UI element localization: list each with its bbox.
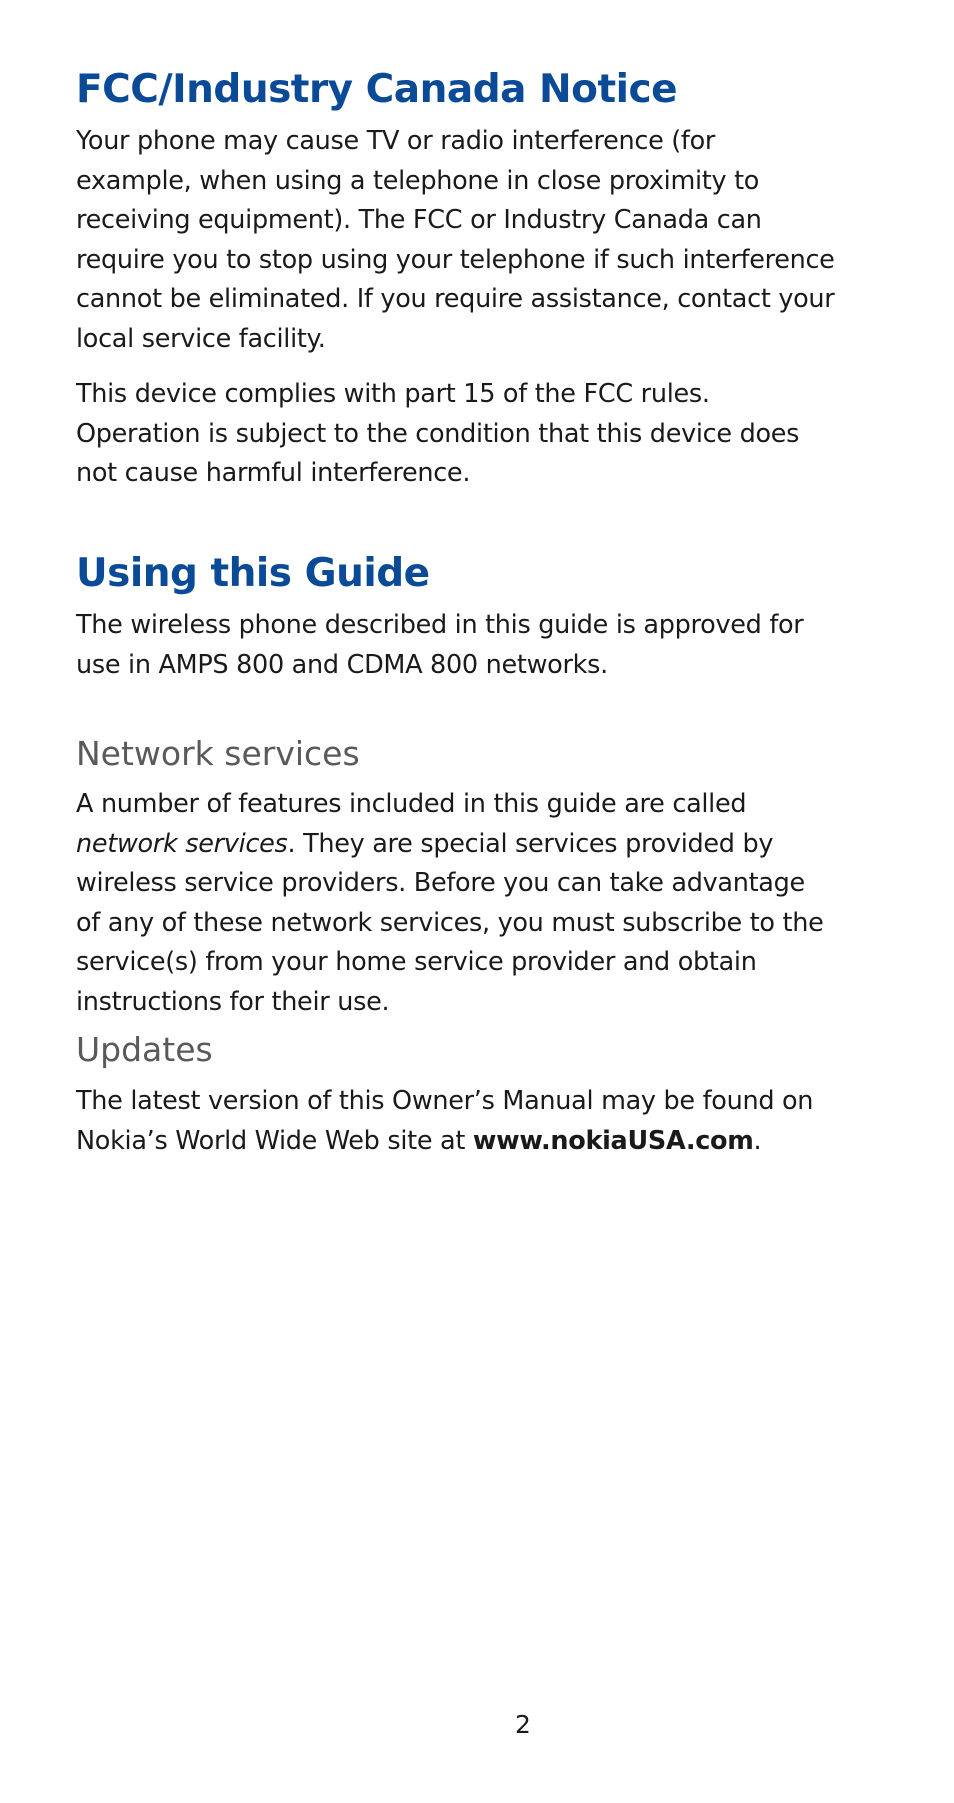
- fcc-notice-heading: FCC/Industry Canada Notice: [76, 67, 678, 112]
- network-services-paragraph: [76, 785, 836, 1022]
- updates-text-after: .: [753, 1125, 762, 1156]
- updates-paragraph: [76, 1082, 836, 1161]
- network-services-heading: Network services: [76, 734, 360, 773]
- fcc-interference-paragraph: Your phone may cause TV or radio interference (for example, when using a telephone in close proximity to receiving equipment). The FCC or Industry Canada can require you to stop using your telephone if such interference cannot be eliminated. If you require assistance, contact your local service facility.: [76, 126, 835, 354]
- network-services-term: network services: [76, 828, 288, 859]
- network-text-before: A number of features included in this guide are called: [76, 789, 747, 819]
- nokia-website-link[interactable]: www.nokiaUSA.com: [472, 1125, 754, 1156]
- page-number: 2: [515, 1710, 531, 1739]
- using-guide-heading: Using this Guide: [76, 551, 430, 596]
- updates-text-before: The latest version of this Owner’s Manual may be found on Nokia’s World Wide Web site at: [76, 1086, 814, 1156]
- network-text-after: . They are special services provided by wireless service providers. Before you can take advantage of any of these network services, you must subscribe to the service(s) from your home service provider and obtain instructions for their use.: [76, 828, 824, 1017]
- updates-heading: Updates: [76, 1030, 213, 1069]
- fcc-compliance-paragraph: This device complies with part 15 of the FCC rules. Operation is subject to the condition that this device does not cause harmful interference.: [76, 379, 800, 488]
- using-guide-paragraph: The wireless phone described in this guide is approved for use in AMPS 800 and CDMA 800 networks.: [76, 610, 804, 680]
